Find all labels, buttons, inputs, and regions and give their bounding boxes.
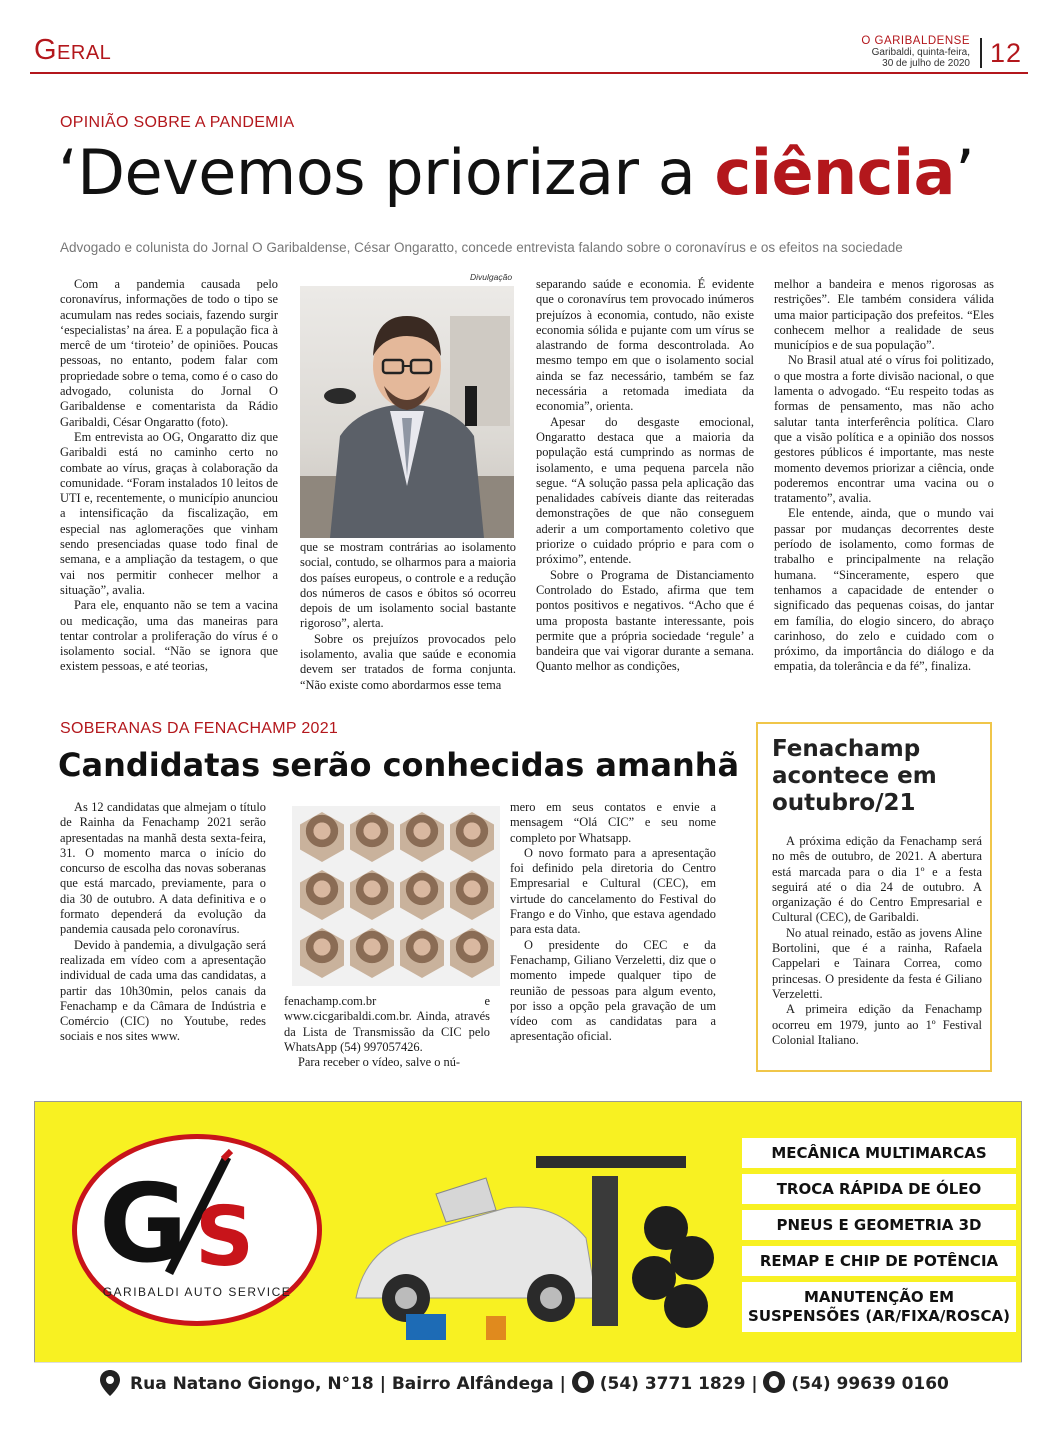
contact-line (102, 1371, 949, 1394)
address: Rua Natano Giongo, N°18 (130, 1374, 374, 1394)
whatsapp-icon (763, 1371, 785, 1393)
page-number: 12 (990, 38, 1023, 68)
phone-1: (54) 3771 1829 (599, 1374, 746, 1394)
logo-caption: GARIBALDI AUTO SERVICE (102, 1285, 292, 1299)
sidebar-body (772, 834, 982, 1048)
candidate-photo (450, 870, 494, 920)
headline-part: ‘Devemos priorizar a (58, 136, 715, 209)
article1-subhead: Advogado e colunista do Jornal O Garibaldense, César Ongaratto, concede entrevista falando sobre o coronavírus e os efeitos na sociedade (60, 240, 903, 255)
portrait-illustration (300, 286, 514, 538)
services-list (742, 1138, 1016, 1338)
headline-accent: ciência (714, 136, 955, 209)
article2-kicker: SOBERANAS DA FENACHAMP 2021 (60, 720, 339, 737)
paragraph: As 12 candidatas que almejam o título de Rainha da Fenachamp 2021 serão apresentadas na manhã desta sexta-feira, 31. O momento marca o início do concurso de escolha das novas soberanas que está marcado, previamente, para o dia 30 de outubro. A data definitiva e o formato dependerá da evolução da pandemia causada pelo coronavírus. (60, 800, 266, 937)
article1-headline (58, 136, 974, 209)
paragraph: A primeira edição da Fenachamp ocorreu em 1979, junto ao 1º Festival Colonial Italiano. (772, 1002, 982, 1047)
sidebar-title: Fenachamp acontece em outubro/21 (772, 736, 937, 816)
paragraph: Em entrevista ao OG, Ongaratto diz que Garibaldi está no caminho certo no combate ao vírus, graças à colaboração da comunidade. “Foram instalados 10 leitos de UTI e, recentemente, o município anunciou a intensificação da fiscalização, em especial nas aglomerações que vinham sendo presenciadas quase todo final de semana, e a ampliação da testagem, o que vai nos permitir conhecer melhor a situação”, avalia. (60, 429, 278, 597)
phone-2: (54) 99639 0160 (791, 1374, 949, 1394)
candidates-photo-grid (292, 806, 500, 986)
separator: | (751, 1374, 764, 1394)
paragraph: Devido à pandemia, a divulgação será realizada em vídeo com a apresentação individual de cada uma das candidatas, a partir das 10h30min, pelos canais da Fenachamp e da Câmara de Indústria e Comércio (CIC) no Youtube, redes sociais e nos sites www. (60, 937, 266, 1044)
article2-headline: Candidatas serão conhecidas amanhã (58, 746, 740, 784)
paper-info (861, 36, 970, 69)
article2-column-3 (510, 800, 716, 1045)
car-illustration (336, 1138, 726, 1348)
article1-column-3 (536, 277, 754, 675)
candidate-photo (400, 870, 444, 920)
paragraph: mero em seus contatos e envie a mensagem “Olá CIC” e seu nome completo por Whatsapp. (510, 800, 716, 845)
svg-text:S: S (195, 1190, 255, 1285)
headline-close: ’ (954, 136, 975, 209)
paragraph: O novo formato para a apresentação foi definido pela diretoria do Centro Empresarial e Cultural (CEC), em virtude do cancelamento do Festival do Frango e do Vinho, que estava agendado para esta data. (510, 845, 716, 937)
article1-column-4 (774, 277, 994, 675)
paragraph: Com a pandemia causada pelo coronavírus, informações de todo o tipo se acumulam nas redes sociais, fazendo surgir ‘especialistas’ na área. E a população fica à mercê de um ‘tiroteio’ de opiniões. Poucas pessoas, no entanto, podem falar com propriedade sobre o tema, como é o caso do advogado, colunista do Jornal O Garibaldense e comentarista da Rádio Garibaldi, César Ongaratto (foto). (60, 277, 278, 429)
paragraph: A próxima edição da Fenachamp será no mês de outubro, de 2021. A abertura está marcada para o dia 1º e a festa seguirá até o dia 24 de outubro. A organização é do Centro Empresarial e Cultural (CEC), de Garibaldi. (772, 834, 982, 925)
page-divider (980, 38, 982, 68)
service-item: PNEUS E GEOMETRIA 3D (742, 1210, 1016, 1240)
candidate-photo (350, 870, 394, 920)
candidate-photo (300, 870, 344, 920)
article1-kicker: OPINIÃO SOBRE A PANDEMIA (60, 114, 295, 131)
paragraph: Apesar do desgaste emocional, Ongaratto destaca que a maioria da população está cumprindo as normas de isolamento, e uma pequena parcela não segue. “A solução passa pela aplicação das penalidades cabíveis diante das reiteradas demonstrações de que não conseguem aderir a um comportamento coletivo que priorize o cuidado próprio e para com o próximo”, entende. (536, 414, 754, 567)
candidate-photo (350, 928, 394, 978)
candidate-photo (400, 812, 444, 862)
article2-column-1 (60, 800, 266, 1045)
candidate-photo (450, 812, 494, 862)
paragraph: melhor a bandeira e menos rigorosas as restrições”. Ele também considera válida uma maior participação dos prefeitos. “Eles conhecem melhor a realidade de seus municípios e de sua população”. (774, 277, 994, 353)
paragraph: Ele entende, ainda, que o mundo vai passar por mudanças decorrentes deste período de isolamento, como formas de trabalho e principalmente na relação humana. “Sinceramente, espero que tenhamos a capacidade de entender o significado das pequenas coisas, do jantar em família, do elogio sincero, do abraço carinhoso, do zelo e cuidado com o próximo, da importância do diálogo e da empatia, da tolerância e da fé”, finaliza. (774, 506, 994, 674)
svg-text:G: G (99, 1162, 188, 1287)
article1-column-1 (60, 277, 278, 675)
paper-name: O GARIBALDENSE (861, 35, 970, 47)
article1-column-2 (300, 540, 516, 693)
date-line-2: 30 de julho de 2020 (882, 58, 970, 69)
paragraph: separando saúde e economia. É evidente que o coronavírus tem provocado inúmeros prejuízos à economia, contudo, não existe economia sólida e pujante com um vírus se alastrando de forma descontrolada. Ao mesmo tempo em que o isolamento social ainda se faz necessário, também se faz necessária a retomada imediata da economia”, orienta. (536, 277, 754, 414)
paragraph: No atual reinado, estão as jovens Aline Bortolini, que é a rainha, Rafaela Cappelari e Tainara Correa, como princesas. O presidente da festa é Giliano Verzeletti. (772, 925, 982, 1001)
paragraph: Sobre os prejuízos provocados pelo isolamento, avalia que saúde e economia devem ser tratados de forma conjunta. “Não existe como abordarmos esse tema (300, 631, 516, 692)
candidate-photo (300, 928, 344, 978)
whatsapp-icon (572, 1371, 594, 1393)
candidate-photo (350, 812, 394, 862)
gas-logo (72, 1134, 322, 1326)
service-item: TROCA RÁPIDA DE ÓLEO (742, 1174, 1016, 1204)
paragraph: O presidente do CEC e da Fenachamp, Giliano Verzeletti, diz que o momento impede qualquer tipo de reunião de pessoas para algum evento, por isso a opção pela gravação de um vídeo com as candidatas para a apresentação oficial. (510, 937, 716, 1044)
photo-credit: Divulgação (470, 272, 513, 282)
paragraph: Sobre o Programa de Distanciamento Controlado do Estado, afirma que tem pontos positivos e negativos. “Acho que é uma proposta bastante interessante, pois permite que a própria sociedade ‘regule’ a bandeira que vai vigorar durante a semana. Quanto melhor as condições, (536, 567, 754, 674)
separator: | (379, 1374, 392, 1394)
header-rule (30, 72, 1028, 74)
service-item: MECÂNICA MULTIMARCAS (742, 1138, 1016, 1168)
paragraph: No Brasil atual até o vírus foi politizado, o que mostra a forte divisão nacional, o que lamenta o advogado. “Eu respeito todas as formas de pensamento, mas não acho salutar tanta interferência política. Claro que a visão política e a opinião dos nossos gestores públicos é importante, mas neste momento devemos priorizar a ciência, onde poderemos encontrar uma vacina ou o tratamento”, avalia. (774, 353, 994, 506)
date-line-1: Garibaldi, quinta-feira, (871, 47, 970, 58)
paragraph: Para receber o vídeo, salve o nú- (298, 1055, 461, 1070)
article2-column-2 (284, 994, 490, 1070)
paragraph: que se mostram contrárias ao isolamento social, contudo, se olharmos para a maioria dos países europeus, o controle e a redução dos números de casos e óbitos só ocorreu depois de um isolamento social bastante rigoroso”, alerta. (300, 540, 516, 631)
paragraph: Para ele, enquanto não se tem a vacina ou medicação, uma das maneiras para tentar controlar a proliferação do vírus é o isolamento social. “Não se ignora que existem pessoas, e até teorias, (60, 598, 278, 674)
service-item: MANUTENÇÃO EM SUSPENSÕES (AR/FIXA/ROSCA) (742, 1282, 1016, 1332)
paragraph: fenachamp.com.br e www.cicgaribaldi.com.br. Ainda, através da Lista de Transmissão da CIC pelo WhatsApp (54) 997057426. (284, 994, 490, 1054)
candidate-photo (300, 812, 344, 862)
car-and-tires-icon (336, 1138, 726, 1348)
separator: | (559, 1374, 572, 1394)
section-name: Geral (34, 34, 112, 66)
interview-photo (300, 286, 514, 538)
service-item: REMAP E CHIP DE POTÊNCIA (742, 1246, 1016, 1276)
candidate-photo (450, 928, 494, 978)
district: Bairro Alfândega (391, 1374, 554, 1394)
candidate-photo (400, 928, 444, 978)
